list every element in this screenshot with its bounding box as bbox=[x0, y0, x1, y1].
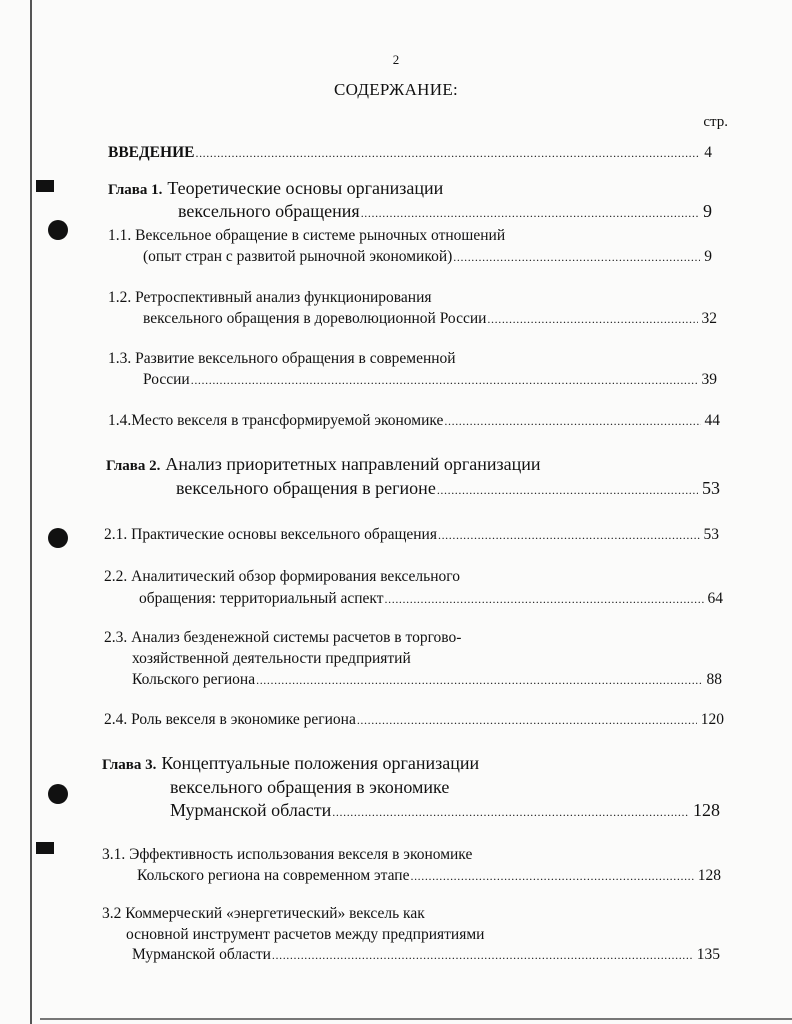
section-title-line: обращения: территориальный аспект bbox=[139, 590, 384, 607]
page-title: СОДЕРЖАНИЕ: bbox=[333, 80, 459, 99]
toc-page-number: 4 bbox=[704, 144, 712, 161]
section-title-line: 2.2. Аналитический обзор формирования вексельного bbox=[104, 568, 460, 585]
leader-dots bbox=[438, 528, 700, 543]
toc-section-3-1-line1[interactable] bbox=[102, 846, 702, 864]
leader-dots bbox=[385, 592, 704, 607]
leader-dots bbox=[191, 373, 698, 388]
chapter-title-line: Мурманской области bbox=[170, 800, 332, 820]
section-title-line: 1.4.Место векселя в трансформируемой экономике bbox=[108, 412, 444, 429]
scan-bottom-edge bbox=[40, 1018, 792, 1020]
punch-hole bbox=[48, 220, 68, 240]
leader-dots bbox=[357, 713, 697, 728]
chapter-title-line: Теоретические основы организации bbox=[167, 178, 444, 198]
toc-intro-label: ВВЕДЕНИЕ bbox=[108, 144, 195, 161]
section-title-line: России bbox=[143, 371, 190, 388]
toc-section-2-3-line2[interactable] bbox=[132, 650, 712, 668]
section-title-line: (опыт стран с развитой рыночной экономикой) bbox=[143, 248, 453, 265]
chapter-prefix: Глава 2. bbox=[106, 458, 161, 474]
section-title-line: 1.3. Развитие вексельного обращения в современной bbox=[108, 350, 456, 367]
section-title-line: Кольского региона на современном этапе bbox=[137, 867, 410, 884]
binding-mark bbox=[36, 842, 54, 854]
chapter-title-line: Анализ приоритетных направлений организации bbox=[165, 454, 541, 474]
toc-page-number: 32 bbox=[701, 310, 717, 327]
toc-chapter-3-line3[interactable] bbox=[170, 800, 720, 821]
section-title-line: Мурманской области bbox=[132, 946, 271, 963]
toc-page-number: 135 bbox=[696, 946, 720, 963]
chapter-title-line: вексельного обращения bbox=[178, 201, 360, 221]
punch-hole bbox=[48, 528, 68, 548]
toc-section-3-2-line1[interactable] bbox=[102, 905, 702, 923]
leader-dots bbox=[437, 483, 698, 498]
toc-section-3-1-line2[interactable] bbox=[137, 867, 721, 885]
chapter-title-line: вексельного обращения в регионе bbox=[176, 478, 436, 498]
toc-page-number: 128 bbox=[697, 867, 721, 884]
chapter-prefix: Глава 3. bbox=[102, 757, 157, 773]
toc-chapter-2-line2[interactable] bbox=[176, 478, 720, 499]
toc-section-1-4[interactable] bbox=[108, 412, 720, 430]
toc-page-number: 44 bbox=[704, 412, 720, 429]
section-title-line: 3.2 Коммерческий «энергетический» вексель как bbox=[102, 905, 425, 922]
toc-page-number: 53 bbox=[703, 526, 719, 543]
page-number: 2 bbox=[392, 52, 400, 67]
toc-chapter-1-line1[interactable] bbox=[108, 178, 708, 199]
toc-page-number: 128 bbox=[693, 800, 720, 820]
toc-page-number: 88 bbox=[706, 671, 722, 688]
leader-dots bbox=[195, 146, 700, 161]
leader-dots bbox=[256, 673, 702, 688]
section-title-line: 3.1. Эффективность использования векселя в экономике bbox=[102, 846, 473, 863]
toc-section-1-1-line1[interactable] bbox=[108, 227, 708, 245]
leader-dots bbox=[453, 250, 700, 265]
chapter-title-line: вексельного обращения в экономике bbox=[170, 777, 450, 797]
chapter-prefix: Глава 1. bbox=[108, 182, 163, 198]
section-title-line: 2.4. Роль векселя в экономике региона bbox=[104, 711, 356, 728]
toc-section-2-1[interactable] bbox=[104, 526, 719, 544]
toc-page-number: 39 bbox=[701, 371, 717, 388]
toc-section-1-2-line1[interactable] bbox=[108, 289, 708, 307]
punch-hole bbox=[48, 784, 68, 804]
toc-chapter-1-line2[interactable] bbox=[178, 201, 712, 222]
toc-section-1-1-line2[interactable] bbox=[143, 248, 712, 266]
toc-page-number: 9 bbox=[703, 201, 712, 221]
toc-page-number: 120 bbox=[700, 711, 724, 728]
section-title-line: хозяйственной деятельности предприятий bbox=[132, 650, 411, 667]
section-title-line: 1.2. Ретроспективный анализ функционирования bbox=[108, 289, 432, 306]
section-title-line: 1.1. Вексельное обращение в системе рыночных отношений bbox=[108, 227, 506, 244]
chapter-title-line: Концептуальные положения организации bbox=[161, 753, 480, 773]
section-title-line: 2.3. Анализ безденежной системы расчетов в торгово- bbox=[104, 629, 462, 646]
toc-chapter-3-line2[interactable] bbox=[170, 777, 710, 798]
toc-chapter-2-line1[interactable] bbox=[106, 454, 706, 475]
leader-dots bbox=[332, 805, 689, 820]
page-column-label: стр. bbox=[703, 114, 728, 130]
toc-entry-intro[interactable] bbox=[108, 144, 712, 162]
leader-dots bbox=[361, 206, 699, 221]
section-title-line: вексельного обращения в дореволюционной России bbox=[143, 310, 487, 327]
toc-section-3-2-line2[interactable] bbox=[126, 926, 706, 944]
toc-section-1-3-line2[interactable] bbox=[143, 371, 717, 389]
section-title-line: 2.1. Практические основы вексельного обращения bbox=[104, 526, 437, 543]
leader-dots bbox=[487, 312, 697, 327]
scan-left-edge bbox=[30, 0, 32, 1024]
toc-section-2-4[interactable] bbox=[104, 711, 724, 729]
toc-section-2-3-line1[interactable] bbox=[104, 629, 704, 647]
toc-page-number: 64 bbox=[707, 590, 723, 607]
toc-section-2-3-line3[interactable] bbox=[132, 671, 722, 689]
section-title-line: основной инструмент расчетов между предприятиями bbox=[126, 926, 485, 943]
leader-dots bbox=[272, 948, 693, 963]
leader-dots bbox=[444, 414, 700, 429]
toc-page-number: 9 bbox=[704, 248, 712, 265]
toc-section-1-3-line1[interactable] bbox=[108, 350, 708, 368]
leader-dots bbox=[410, 869, 693, 884]
toc-page-number: 53 bbox=[702, 478, 720, 498]
toc-section-3-2-line3[interactable] bbox=[132, 946, 720, 964]
toc-section-1-2-line2[interactable] bbox=[143, 310, 717, 328]
binding-mark bbox=[36, 180, 54, 192]
toc-chapter-3-line1[interactable] bbox=[102, 753, 702, 774]
toc-section-2-2-line1[interactable] bbox=[104, 568, 704, 586]
section-title-line: Кольского региона bbox=[132, 671, 256, 688]
toc-section-2-2-line2[interactable] bbox=[139, 590, 723, 608]
